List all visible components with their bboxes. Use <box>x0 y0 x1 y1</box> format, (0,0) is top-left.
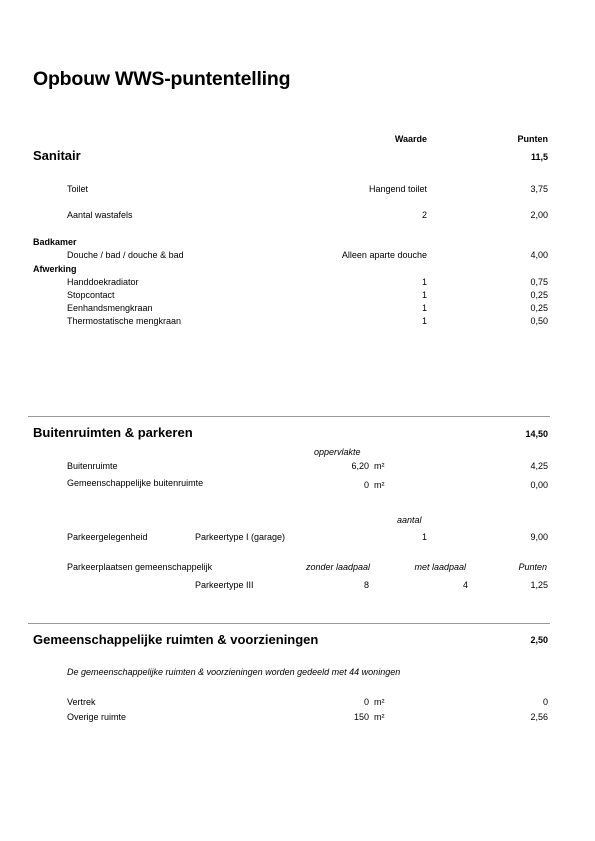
row-value-toilet: Hangend toilet <box>368 184 427 194</box>
row-points-buitenruimte: 4,25 <box>530 461 548 471</box>
row-type-parkeergelegenheid: Parkeertype I (garage) <box>195 532 286 542</box>
row-points-handdoekradiator: 0,75 <box>530 277 548 287</box>
row-points-overige-ruimte: 2,56 <box>530 712 548 722</box>
row-points-thermostatische-mengkraan: 0,50 <box>530 316 548 326</box>
row-count-zonder-laadpaal: 8 <box>363 580 369 590</box>
row-label-parkeergelegenheid: Parkeergelegenheid <box>67 532 148 542</box>
row-value-eenhandsmengkraan: 1 <box>421 303 427 313</box>
column-header-punten: Punten <box>517 134 548 144</box>
shared-note: De gemeenschappelijke ruimten & voorzieningen worden gedeeld met 44 woningen <box>67 667 401 677</box>
row-points-wastafels: 2,00 <box>530 210 548 220</box>
row-value-douche-bad: Alleen aparte douche <box>341 250 427 260</box>
row-label-stopcontact: Stopcontact <box>67 290 115 300</box>
row-value-vertrek: 0 <box>363 697 369 707</box>
column-header-zonder-laadpaal: zonder laadpaal <box>305 562 370 572</box>
row-label-toilet: Toilet <box>67 184 89 194</box>
row-unit-overige-ruimte: m² <box>374 712 385 722</box>
column-header-oppervlakte: oppervlakte <box>314 447 361 457</box>
column-header-aantal: aantal <box>397 515 422 525</box>
row-points-stopcontact: 0,25 <box>530 290 548 300</box>
row-unit-gemeenschappelijke-buitenruimte: m² <box>374 480 385 490</box>
row-label-vertrek: Vertrek <box>67 697 96 707</box>
row-points-vertrek: 0 <box>542 697 548 707</box>
row-value-thermostatische-mengkraan: 1 <box>421 316 427 326</box>
section-total-gemeenschappelijke-ruimten: 2,50 <box>530 635 548 645</box>
row-points-douche-bad: 4,00 <box>530 250 548 260</box>
row-points-toilet: 3,75 <box>530 184 548 194</box>
row-label-wastafels: Aantal wastafels <box>67 210 133 220</box>
row-label-overige-ruimte: Overige ruimte <box>67 712 127 722</box>
row-value-gemeenschappelijke-buitenruimte: 0 <box>363 480 369 490</box>
row-label-eenhandsmengkraan: Eenhandsmengkraan <box>67 303 153 313</box>
column-header-punten-parkeren: Punten <box>518 562 547 572</box>
row-value-buitenruimte: 6,20 <box>351 461 369 471</box>
row-value-handdoekradiator: 1 <box>421 277 427 287</box>
row-value-wastafels: 2 <box>421 210 427 220</box>
row-label-gemeenschappelijke-buitenruimte: Gemeenschappelijke buitenruimte <box>67 478 204 488</box>
section-divider <box>28 623 550 624</box>
row-value-stopcontact: 1 <box>421 290 427 300</box>
row-points-parkeergelegenheid: 9,00 <box>530 532 548 542</box>
row-points-gemeenschappelijke-buitenruimte: 0,00 <box>530 480 548 490</box>
row-unit-buitenruimte: m² <box>374 461 385 471</box>
page-title: Opbouw WWS-puntentelling <box>33 68 291 90</box>
section-heading-gemeenschappelijke-ruimten: Gemeenschappelijke ruimten & voorzieningen <box>33 632 319 647</box>
section-total-sanitair: 11,5 <box>530 152 548 162</box>
column-header-waarde: Waarde <box>394 134 427 144</box>
row-count-met-laadpaal: 4 <box>462 580 468 590</box>
row-label-thermostatische-mengkraan: Thermostatische mengkraan <box>67 316 182 326</box>
row-type-parkeertype-iii: Parkeertype III <box>195 580 254 590</box>
section-total-buitenruimten: 14,50 <box>525 429 548 439</box>
row-unit-vertrek: m² <box>374 697 385 707</box>
row-label-douche-bad: Douche / bad / douche & bad <box>67 250 184 260</box>
column-header-met-laadpaal: met laadpaal <box>414 562 466 572</box>
row-label-parkeerplaatsen-gemeenschappelijk: Parkeerplaatsen gemeenschappelijk <box>67 562 213 572</box>
row-label-handdoekradiator: Handdoekradiator <box>67 277 139 287</box>
row-value-overige-ruimte: 150 <box>353 712 369 722</box>
subheading-badkamer: Badkamer <box>33 237 77 247</box>
row-count-parkeergelegenheid: 1 <box>421 532 427 542</box>
row-points-parkeertype-iii: 1,25 <box>530 580 548 590</box>
section-heading-buitenruimten: Buitenruimten & parkeren <box>33 425 193 440</box>
section-heading-sanitair: Sanitair <box>33 148 81 163</box>
row-label-buitenruimte: Buitenruimte <box>67 461 118 471</box>
subheading-afwerking: Afwerking <box>33 264 77 274</box>
section-divider <box>28 416 550 417</box>
row-points-eenhandsmengkraan: 0,25 <box>530 303 548 313</box>
